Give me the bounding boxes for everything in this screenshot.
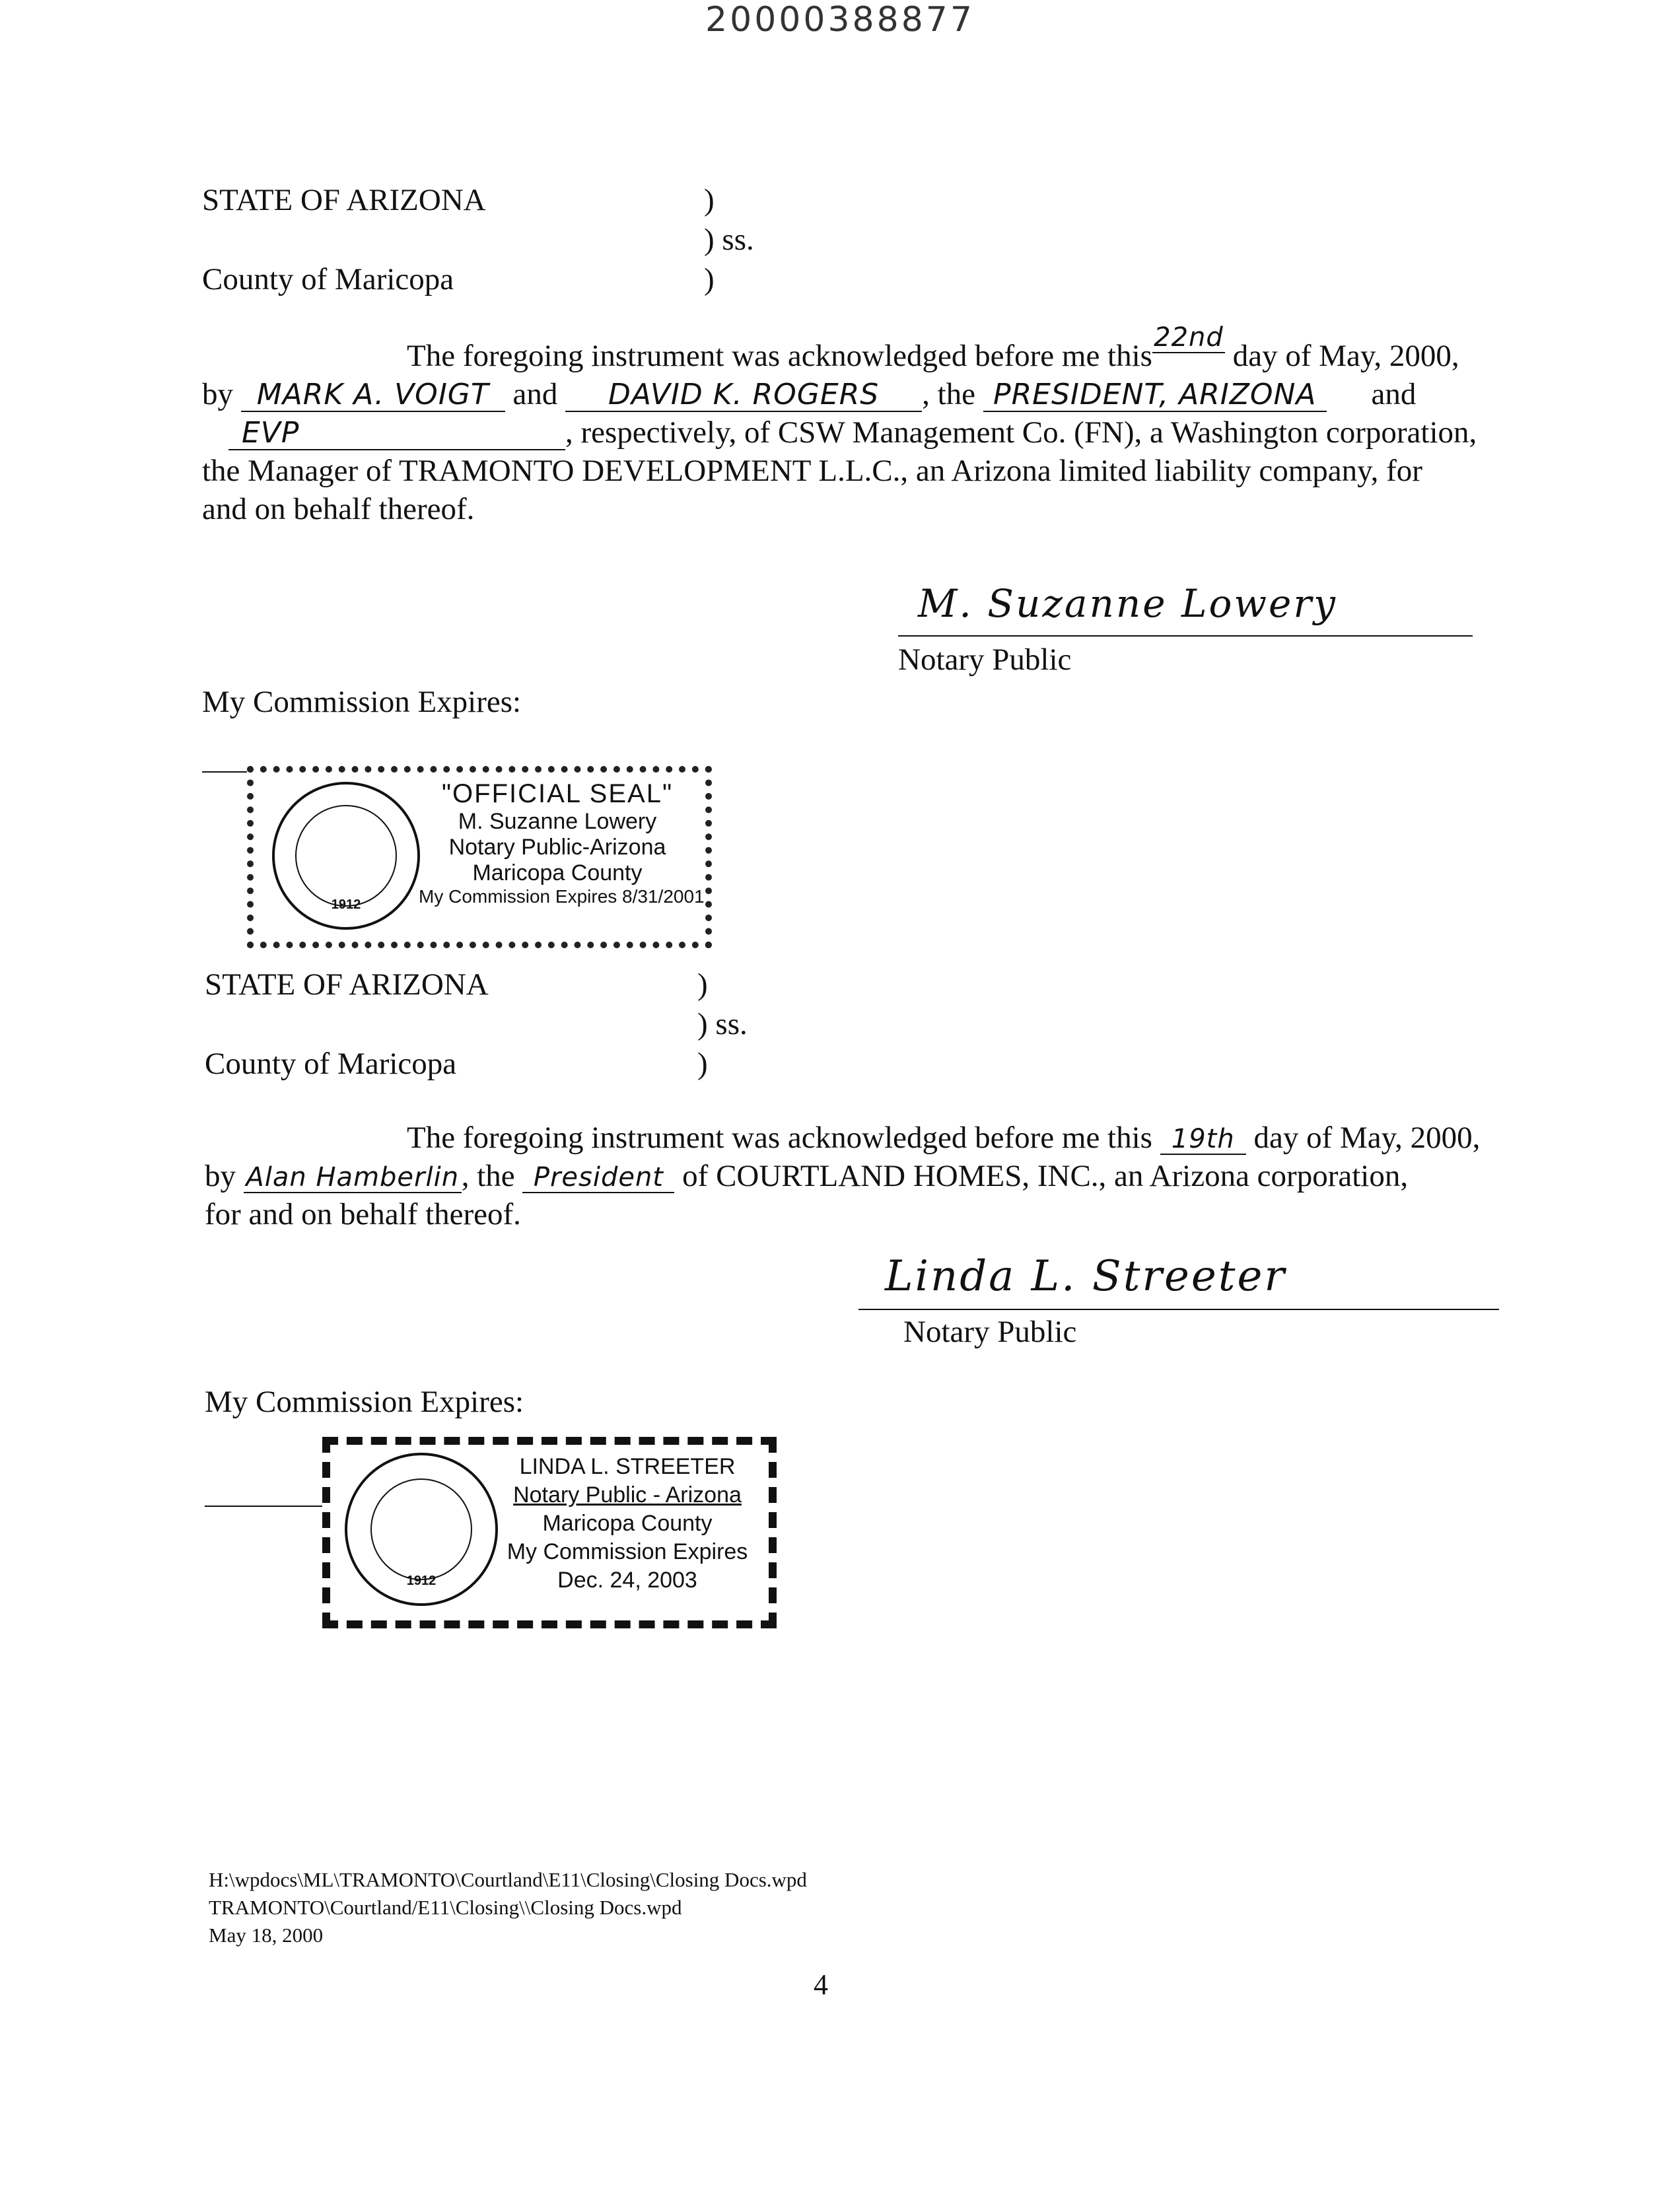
seal-year-2: 1912 — [406, 1574, 437, 1588]
signer-title-2: EVP — [228, 417, 565, 450]
seal1-line2: M. Suzanne Lowery — [458, 809, 657, 834]
state-seal-icon-1 — [272, 782, 420, 930]
ack-day-1: 22nd — [1152, 323, 1225, 353]
seal1-line5: My Commission Expires 8/31/2001 — [419, 886, 705, 907]
footer-path-1: H:\wpdocs\ML\TRAMONTO\Courtland\E11\Closing\Closing Docs.wpd — [209, 1868, 807, 1891]
ack2-text-2b: of COURTLAND HOMES, INC., an Arizona corporation, — [682, 1159, 1409, 1193]
seal-inner-ring-2 — [370, 1478, 472, 1580]
signer-name-3: Alan Hamberlin — [244, 1163, 462, 1193]
ack-text-1: The foregoing instrument was acknowledged before me this — [407, 339, 1152, 373]
county-label-1: County of Maricopa — [202, 262, 454, 296]
by-label-2: by — [205, 1159, 236, 1193]
venue-paren-1c: ) — [704, 262, 715, 296]
seal2-line4: My Commission Expires — [507, 1539, 748, 1564]
and-label-1: and — [512, 377, 558, 411]
commission-line-2 — [205, 1506, 337, 1507]
acknowledgment-line-3 — [228, 415, 1477, 450]
notary-signature-1: M. Suzanne Lowery — [918, 581, 1337, 626]
venue-paren-1a: ) — [704, 183, 715, 217]
signer-name-1: MARK A. VOIGT — [241, 379, 505, 412]
state-label-2: STATE OF ARIZONA — [205, 967, 489, 1002]
acknowledgment2-line-2 — [205, 1158, 1408, 1194]
state-seal-icon-2 — [345, 1453, 498, 1606]
notary-public-label-2: Notary Public — [903, 1315, 1077, 1349]
seal2-line5: Dec. 24, 2003 — [557, 1568, 697, 1593]
ack2-text-1b: day of May, 2000, — [1253, 1121, 1481, 1155]
signer-title-1: PRESIDENT, ARIZONA — [983, 379, 1327, 412]
seal-text-2 — [495, 1453, 759, 1595]
official-seal-stamp-1 — [247, 766, 712, 948]
commission-expires-label-2: My Commission Expires: — [205, 1385, 524, 1419]
and-label-2: and — [1371, 377, 1417, 411]
state-label-1: STATE OF ARIZONA — [202, 183, 486, 217]
acknowledgment-line-5: and on behalf thereof. — [202, 492, 475, 526]
footer-path-2: TRAMONTO\Courtland/E11\Closing\\Closing Docs.wpd — [209, 1896, 682, 1919]
acknowledgment-line-2 — [202, 376, 1416, 412]
ack2-text-1: The foregoing instrument was acknowledged before me this — [407, 1121, 1152, 1155]
the-label-2: , the — [461, 1159, 515, 1193]
acknowledgment2-line-1 — [407, 1120, 1480, 1156]
page-number: 4 — [814, 1968, 828, 2001]
seal2-line1: LINDA L. STREETER — [519, 1454, 736, 1479]
notary-public-label-1: Notary Public — [898, 642, 1072, 677]
seal-text-1 — [419, 779, 705, 907]
county-label-2: County of Maricopa — [205, 1047, 457, 1081]
seal-inner-ring-1 — [295, 805, 397, 907]
signer-title-3: President — [522, 1163, 674, 1193]
seal1-line4: Maricopa County — [472, 860, 643, 885]
acknowledgment2-line-3: for and on behalf thereof. — [205, 1197, 521, 1232]
seal1-line1: "OFFICIAL SEAL" — [441, 779, 674, 808]
seal-year-1: 1912 — [331, 897, 361, 912]
respectively-text: , respectively, of CSW Management Co. (FN), a Washington corporation, — [565, 415, 1477, 450]
by-label-1: by — [202, 377, 233, 411]
signature-line-1 — [898, 635, 1473, 637]
notary-signature-2: Linda L. Streeter — [885, 1252, 1286, 1301]
venue-paren-2a: ) — [697, 967, 708, 1002]
seal2-line2: Notary Public - Arizona — [513, 1482, 742, 1508]
acknowledgment-line-4: the Manager of TRAMONTO DEVELOPMENT L.L.C., an Arizona limited liability company, for — [202, 454, 1422, 488]
commission-expires-label-1: My Commission Expires: — [202, 685, 522, 719]
document-number: 20000388877 — [705, 0, 975, 40]
venue-ss-1: ) ss. — [704, 223, 754, 257]
venue-paren-2c: ) — [697, 1047, 708, 1081]
seal2-line3: Maricopa County — [542, 1511, 713, 1536]
official-seal-stamp-2 — [322, 1437, 777, 1628]
footer-date: May 18, 2000 — [209, 1924, 324, 1947]
the-label-1: , the — [922, 377, 976, 411]
ack-day-2: 19th — [1160, 1125, 1246, 1155]
ack-text-1b: day of May, 2000, — [1232, 339, 1459, 373]
venue-ss-2: ) ss. — [697, 1007, 748, 1041]
signer-name-2: DAVID K. ROGERS — [565, 379, 922, 412]
acknowledgment-line-1 — [407, 322, 1459, 374]
seal1-line3: Notary Public-Arizona — [448, 835, 666, 860]
signature-line-2 — [858, 1309, 1499, 1310]
